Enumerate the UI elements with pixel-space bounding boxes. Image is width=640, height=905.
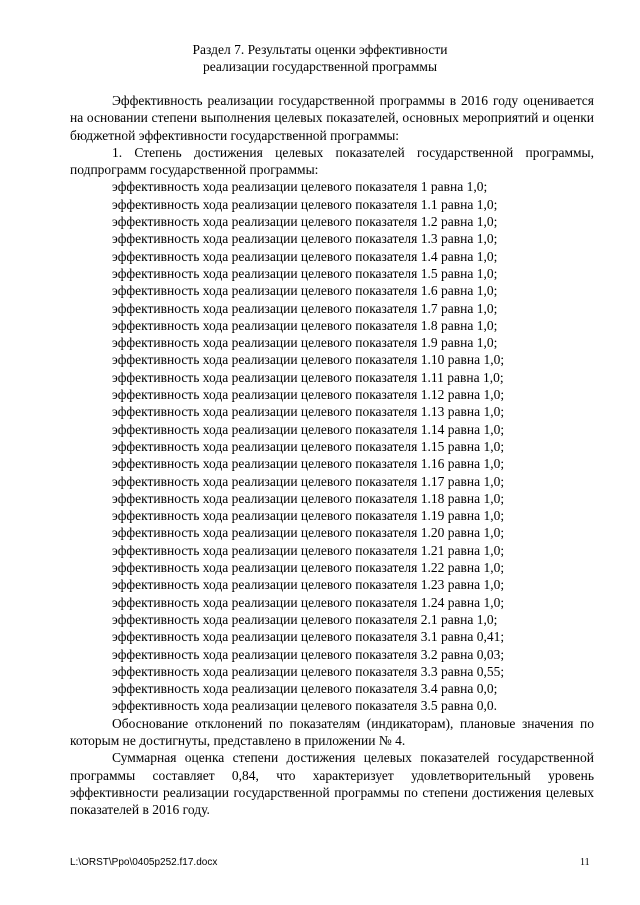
indicator-item: эффективность хода реализации целевого показателя 1.3 равна 1,0; [112, 231, 498, 247]
section-title-line-2: реализации государственной программы [202, 59, 438, 74]
indicator-item: эффективность хода реализации целевого показателя 1.16 равна 1,0; [112, 456, 505, 472]
indicator-item: эффективность хода реализации целевого показателя 1.10 равна 1,0; [112, 352, 505, 368]
indicator-item: эффективность хода реализации целевого показателя 1.24 равна 1,0; [112, 594, 505, 610]
indicator-item: эффективность хода реализации целевого показателя 2.1 равна 1,0; [112, 611, 498, 627]
indicator-item: эффективность хода реализации целевого показателя 1.14 равна 1,0; [112, 421, 505, 437]
indicator-item: эффективность хода реализации целевого показателя 1.21 равна 1,0; [112, 542, 505, 558]
indicator-item: эффективность хода реализации целевого показателя 1.12 равна 1,0; [112, 387, 505, 403]
indicator-item: эффективность хода реализации целевого показателя 1.7 равна 1,0; [112, 300, 498, 316]
indicator-item: эффективность хода реализации целевого показателя 1.11 равна 1,0; [112, 369, 504, 385]
indicator-item: эффективность хода реализации целевого показателя 3.2 равна 0,03; [112, 646, 505, 662]
indicator-item: эффективность хода реализации целевого показателя 3.4 равна 0,0; [112, 681, 498, 697]
deviation-note-paragraph: Обоснование отклонений по показателям (индикаторам), плановые значения по которым не достигнуты, представлено в приложении № 4. [70, 715, 594, 748]
indicator-item: эффективность хода реализации целевого показателя 1.9 равна 1,0; [112, 335, 498, 351]
section-title-line-1: Раздел 7. Результаты оценки эффективности [192, 42, 448, 57]
indicator-item: эффективность хода реализации целевого показателя 3.3 равна 0,55; [112, 663, 505, 679]
indicator-item: эффективность хода реализации целевого показателя 1.23 равна 1,0; [112, 577, 505, 593]
indicator-item: эффективность хода реализации целевого показателя 1.20 равна 1,0; [112, 525, 505, 541]
indicator-list [70, 178, 594, 714]
indicator-item: эффективность хода реализации целевого показателя 1.19 равна 1,0; [112, 508, 505, 524]
section-title [0, 41, 640, 75]
indicator-item: эффективность хода реализации целевого показателя 3.1 равна 0,41; [112, 629, 505, 645]
indicator-item: эффективность хода реализации целевого показателя 1.1 равна 1,0; [112, 196, 498, 212]
summary-paragraph: Суммарная оценка степени достижения целевых показателей государственной программы составляет 0,84, что характеризует удовлетворительный уровень эффективности реализации государственной программы по степени достижения целевых показателей в 2016 году. [70, 750, 594, 818]
indicator-item: эффективность хода реализации целевого показателя 1.6 равна 1,0; [112, 283, 498, 299]
indicator-item: эффективность хода реализации целевого показателя 1.4 равна 1,0; [112, 248, 498, 264]
intro-paragraph: Эффективность реализации государственной программы в 2016 году оценивается на основании степени выполнения целевых показателей, основных мероприятий и оценки бюджетной эффективности государственной программы: [70, 93, 594, 143]
indicator-item: эффективность хода реализации целевого показателя 1.8 равна 1,0; [112, 317, 498, 333]
indicator-item: эффективность хода реализации целевого показателя 3.5 равна 0,0. [112, 698, 497, 714]
indicator-item: эффективность хода реализации целевого показателя 1.18 равна 1,0; [112, 490, 505, 506]
footer-file-path: L:\ORST\Ppo\0405p252.f17.docx [70, 857, 218, 868]
page-number: 11 [580, 857, 590, 868]
indicator-item: эффективность хода реализации целевого показателя 1.15 равна 1,0; [112, 438, 505, 454]
indicator-item: эффективность хода реализации целевого показателя 1.13 равна 1,0; [112, 404, 505, 420]
indicator-item: эффективность хода реализации целевого показателя 1 равна 1,0; [112, 179, 488, 195]
item-1-heading: 1. Степень достижения целевых показателей государственной программы, подпрограмм государственной программы: [70, 144, 594, 178]
indicator-item: эффективность хода реализации целевого показателя 1.5 равна 1,0; [112, 265, 498, 281]
document-body [70, 92, 594, 818]
indicator-item: эффективность хода реализации целевого показателя 1.17 равна 1,0; [112, 473, 505, 489]
indicator-item: эффективность хода реализации целевого показателя 1.2 равна 1,0; [112, 214, 498, 230]
indicator-item: эффективность хода реализации целевого показателя 1.22 равна 1,0; [112, 560, 505, 576]
